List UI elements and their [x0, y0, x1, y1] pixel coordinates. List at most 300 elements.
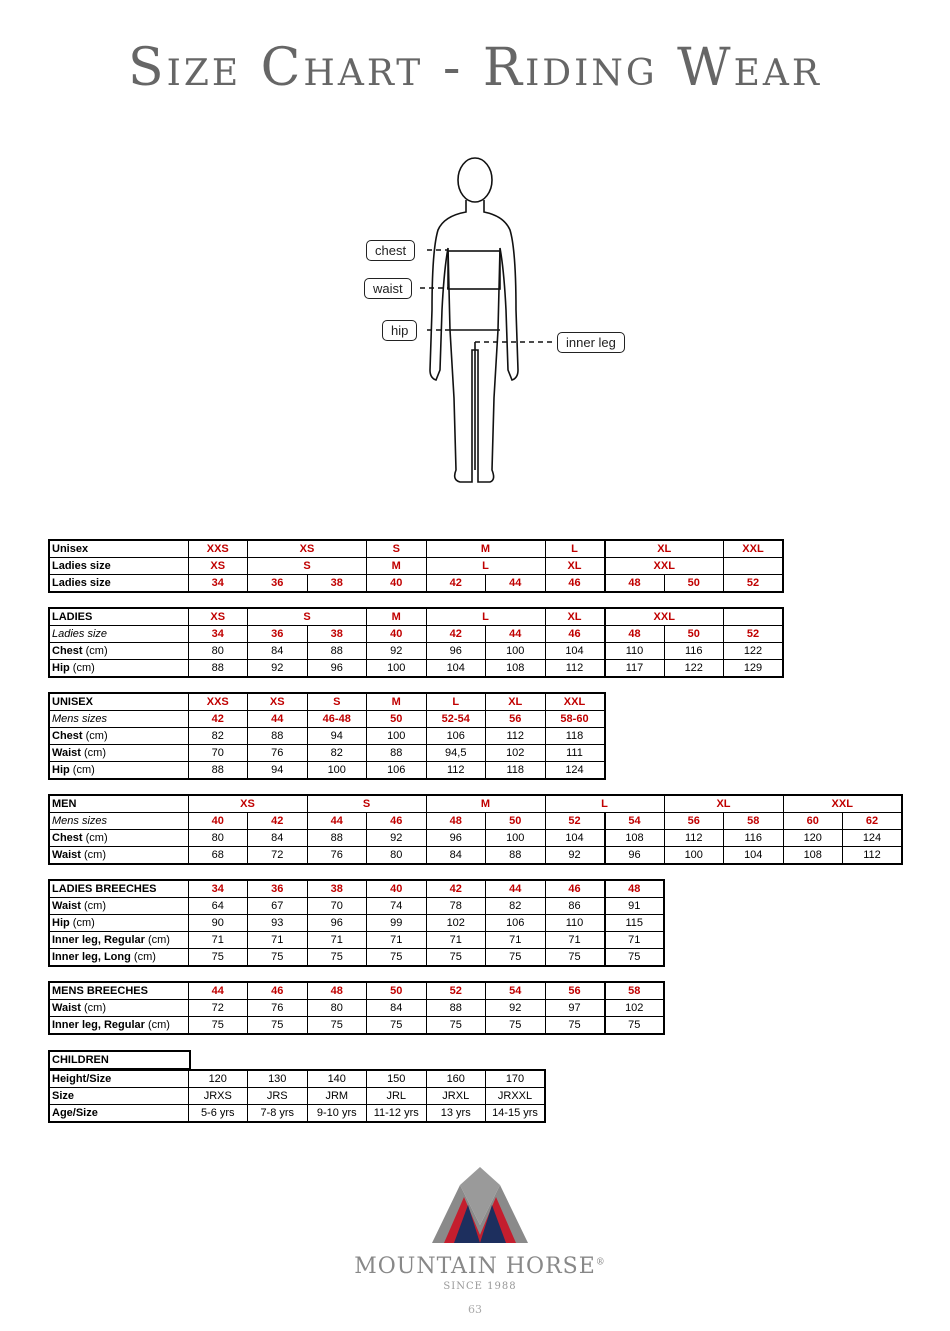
- cell: 104: [724, 847, 784, 865]
- row-label-text: Chest: [52, 644, 83, 657]
- cell: 106: [367, 762, 427, 780]
- cell: 102: [486, 745, 546, 762]
- cell: 11-12 yrs: [367, 1105, 427, 1123]
- row-label-unit: (cm): [82, 644, 108, 657]
- cell: 75: [426, 1017, 486, 1035]
- row-label: Unisex: [49, 540, 188, 558]
- row-label: LADIES BREECHES: [49, 880, 188, 898]
- cell: 90: [188, 915, 248, 932]
- cell: 71: [307, 932, 367, 949]
- row-label-unit: (cm): [69, 916, 95, 929]
- children-header-table: [48, 1050, 191, 1070]
- table-row: [49, 880, 664, 898]
- cell: 120: [188, 1070, 248, 1088]
- table-row: [49, 1105, 545, 1123]
- cell: 82: [486, 898, 546, 915]
- cell: 75: [188, 949, 248, 967]
- row-label: Ladies size: [49, 558, 188, 575]
- table-row: [49, 575, 783, 593]
- cell: 9-10 yrs: [307, 1105, 367, 1123]
- cell: XXS: [188, 540, 248, 558]
- cell: 112: [426, 762, 486, 780]
- mountain-horse-logo: [350, 1165, 610, 1292]
- table-row: [49, 693, 605, 711]
- cell: 129: [724, 660, 784, 678]
- registered-mark: ®: [595, 1257, 606, 1268]
- cell: 5-6 yrs: [188, 1105, 248, 1123]
- row-label: [49, 745, 188, 762]
- cell: XXL: [724, 540, 784, 558]
- cell: 48: [426, 813, 486, 830]
- table-row: [49, 949, 664, 967]
- cell: M: [367, 558, 427, 575]
- table-row: [49, 711, 605, 728]
- cell: 71: [426, 932, 486, 949]
- cell: 40: [367, 575, 427, 593]
- cell: 108: [783, 847, 843, 865]
- row-label-unit: (cm): [69, 763, 95, 776]
- men-size-table: [48, 794, 903, 865]
- cell: 88: [307, 830, 367, 847]
- cell: JRL: [367, 1088, 427, 1105]
- row-label: [49, 1017, 188, 1035]
- cell: XS: [188, 608, 248, 626]
- row-label: MEN: [49, 795, 188, 813]
- page-title: Size Chart - Riding Wear: [127, 38, 823, 98]
- cell: 80: [188, 830, 248, 847]
- row-label-text: Waist: [52, 1001, 81, 1014]
- row-label: Ladies size: [49, 575, 188, 593]
- row-label-unit: (cm): [80, 899, 106, 912]
- cell: 82: [307, 745, 367, 762]
- cell: XXL: [783, 795, 902, 813]
- cell: XL: [605, 540, 724, 558]
- cell: 96: [605, 847, 665, 865]
- row-label-unit: (cm): [130, 950, 156, 963]
- page-number: 63: [468, 1303, 482, 1316]
- cell: L: [545, 540, 605, 558]
- cell: M: [367, 693, 427, 711]
- unisex-ladies-size-table: [48, 539, 784, 593]
- row-label-text: Inner leg, Long: [52, 950, 131, 963]
- mountain-logo-icon: [430, 1165, 530, 1245]
- cell: 42: [426, 626, 486, 643]
- table-row: [49, 1017, 664, 1035]
- cell: 46: [248, 982, 308, 1000]
- cell: L: [426, 608, 545, 626]
- cell: 84: [426, 847, 486, 865]
- cell: 50: [486, 813, 546, 830]
- row-label: [49, 847, 188, 865]
- row-label: CHILDREN: [49, 1051, 190, 1069]
- cell: 74: [367, 898, 427, 915]
- table-row: [49, 643, 783, 660]
- cell: 130: [248, 1070, 308, 1088]
- row-label: [49, 830, 188, 847]
- cell: XXL: [605, 558, 724, 575]
- cell: 100: [486, 643, 546, 660]
- cell: 102: [605, 1000, 665, 1017]
- table-row: [49, 660, 783, 678]
- cell: 44: [486, 880, 546, 898]
- cell: 100: [367, 660, 427, 678]
- cell: 56: [486, 711, 546, 728]
- cell: 42: [188, 711, 248, 728]
- row-label-unit: (cm): [82, 729, 108, 742]
- cell: 50: [367, 982, 427, 1000]
- cell: L: [545, 795, 664, 813]
- cell: S: [307, 693, 367, 711]
- cell: 36: [248, 880, 308, 898]
- cell: 52: [724, 575, 784, 593]
- cell: 99: [367, 915, 427, 932]
- children-size-table: [48, 1069, 546, 1123]
- cell: 104: [426, 660, 486, 678]
- row-label-text: Waist: [52, 746, 81, 759]
- table-row: [49, 932, 664, 949]
- cell: 112: [486, 728, 546, 745]
- cell: 58-60: [545, 711, 605, 728]
- body-measurement-figure: [360, 150, 640, 490]
- table-row: [49, 1051, 190, 1069]
- cell: 75: [426, 949, 486, 967]
- cell: 111: [545, 745, 605, 762]
- cell: 75: [486, 1017, 546, 1035]
- cell: 97: [545, 1000, 605, 1017]
- cell: 78: [426, 898, 486, 915]
- table-row: [49, 762, 605, 780]
- cell: 52: [724, 626, 784, 643]
- cell: 108: [605, 830, 665, 847]
- cell: 96: [307, 915, 367, 932]
- cell: 94: [307, 728, 367, 745]
- row-label: UNISEX: [49, 693, 188, 711]
- cell: 52: [426, 982, 486, 1000]
- cell: JRXL: [426, 1088, 486, 1105]
- cell: 48: [605, 626, 665, 643]
- cell: 100: [307, 762, 367, 780]
- ladies-breeches-table: [48, 879, 665, 967]
- mens-breeches-table: [48, 981, 665, 1035]
- row-label-unit: (cm): [69, 661, 95, 674]
- cell: 106: [426, 728, 486, 745]
- cell: 108: [486, 660, 546, 678]
- row-label-text: Waist: [52, 848, 81, 861]
- cell: 94,5: [426, 745, 486, 762]
- cell: 34: [188, 880, 248, 898]
- cell: 150: [367, 1070, 427, 1088]
- row-label: [49, 949, 188, 967]
- cell: [724, 558, 784, 575]
- cell: [724, 608, 784, 626]
- chest-label: chest: [366, 240, 415, 261]
- cell: 70: [188, 745, 248, 762]
- cell: 88: [248, 728, 308, 745]
- row-label-unit: (cm): [144, 933, 170, 946]
- cell: 46: [545, 575, 605, 593]
- cell: 64: [188, 898, 248, 915]
- cell: 96: [307, 660, 367, 678]
- cell: 50: [367, 711, 427, 728]
- cell: S: [367, 540, 427, 558]
- cell: 92: [367, 643, 427, 660]
- cell: XS: [248, 540, 367, 558]
- table-row: [49, 540, 783, 558]
- cell: 34: [188, 575, 248, 593]
- cell: 71: [545, 932, 605, 949]
- table-row: [49, 915, 664, 932]
- cell: 42: [426, 575, 486, 593]
- cell: XXL: [545, 693, 605, 711]
- cell: 88: [188, 660, 248, 678]
- unisex-mens-size-table: [48, 692, 606, 780]
- cell: 124: [843, 830, 903, 847]
- cell: 75: [248, 1017, 308, 1035]
- cell: 106: [486, 915, 546, 932]
- row-label: [49, 643, 188, 660]
- cell: 40: [367, 880, 427, 898]
- cell: 110: [545, 915, 605, 932]
- hip-label: hip: [382, 320, 417, 341]
- row-label: [49, 762, 188, 780]
- cell: 44: [307, 813, 367, 830]
- table-row: [49, 626, 783, 643]
- cell: 56: [664, 813, 724, 830]
- cell: XS: [248, 693, 308, 711]
- cell: 170: [486, 1070, 546, 1088]
- cell: 70: [307, 898, 367, 915]
- cell: 102: [426, 915, 486, 932]
- brand-name-text: MOUNTAIN HORSE: [354, 1254, 596, 1279]
- cell: 62: [843, 813, 903, 830]
- table-row: [49, 982, 664, 1000]
- cell: 75: [605, 1017, 665, 1035]
- cell: 122: [724, 643, 784, 660]
- cell: 88: [367, 745, 427, 762]
- cell: 71: [188, 932, 248, 949]
- cell: XXS: [188, 693, 248, 711]
- cell: 93: [248, 915, 308, 932]
- cell: 71: [248, 932, 308, 949]
- cell: 71: [367, 932, 427, 949]
- cell: 82: [188, 728, 248, 745]
- row-label-text: Waist: [52, 899, 81, 912]
- cell: 92: [367, 830, 427, 847]
- cell: 104: [545, 830, 605, 847]
- row-label-text: Hip: [52, 916, 70, 929]
- row-label-unit: (cm): [80, 1001, 106, 1014]
- cell: 34: [188, 626, 248, 643]
- cell: 14-15 yrs: [486, 1105, 546, 1123]
- row-label: [49, 660, 188, 678]
- cell: 54: [605, 813, 665, 830]
- cell: 38: [307, 880, 367, 898]
- cell: 88: [307, 643, 367, 660]
- row-label: MENS BREECHES: [49, 982, 188, 1000]
- cell: 13 yrs: [426, 1105, 486, 1123]
- cell: 40: [367, 626, 427, 643]
- row-label-text: Inner leg, Regular: [52, 933, 145, 946]
- row-label: [49, 932, 188, 949]
- cell: 88: [426, 1000, 486, 1017]
- cell: 91: [605, 898, 665, 915]
- cell: 100: [664, 847, 724, 865]
- row-label: [49, 898, 188, 915]
- row-label: Height/Size: [49, 1070, 188, 1088]
- cell: M: [426, 795, 545, 813]
- row-label: [49, 1000, 188, 1017]
- table-row: [49, 1070, 545, 1088]
- cell: 67: [248, 898, 308, 915]
- cell: 38: [307, 575, 367, 593]
- row-label: [49, 728, 188, 745]
- row-label-text: Chest: [52, 831, 83, 844]
- cell: 112: [545, 660, 605, 678]
- cell: JRM: [307, 1088, 367, 1105]
- ladies-size-table: [48, 607, 784, 678]
- table-row: [49, 1088, 545, 1105]
- cell: 76: [307, 847, 367, 865]
- cell: 80: [307, 1000, 367, 1017]
- cell: 36: [248, 575, 308, 593]
- cell: 88: [486, 847, 546, 865]
- cell: 72: [188, 1000, 248, 1017]
- cell: 80: [367, 847, 427, 865]
- row-label: LADIES: [49, 608, 188, 626]
- cell: 71: [486, 932, 546, 949]
- brand-since: SINCE 1988: [443, 1281, 517, 1292]
- row-label-unit: (cm): [80, 848, 106, 861]
- cell: 48: [605, 575, 665, 593]
- cell: 7-8 yrs: [248, 1105, 308, 1123]
- cell: 72: [248, 847, 308, 865]
- cell: 44: [486, 575, 546, 593]
- cell: 112: [664, 830, 724, 847]
- cell: 80: [188, 643, 248, 660]
- cell: M: [367, 608, 427, 626]
- cell: 104: [545, 643, 605, 660]
- cell: 96: [426, 830, 486, 847]
- cell: JRXS: [188, 1088, 248, 1105]
- cell: 96: [426, 643, 486, 660]
- cell: 50: [664, 575, 724, 593]
- cell: 118: [545, 728, 605, 745]
- cell: S: [248, 608, 367, 626]
- cell: 110: [605, 643, 665, 660]
- row-label: Ladies size: [49, 626, 188, 643]
- cell: XL: [486, 693, 546, 711]
- cell: 42: [248, 813, 308, 830]
- table-row: [49, 1000, 664, 1017]
- cell: 71: [605, 932, 665, 949]
- table-row: [49, 898, 664, 915]
- cell: 75: [486, 949, 546, 967]
- inner-leg-label: inner leg: [557, 332, 625, 353]
- row-label-text: Hip: [52, 763, 70, 776]
- cell: 58: [605, 982, 665, 1000]
- cell: 46-48: [307, 711, 367, 728]
- cell: 42: [426, 880, 486, 898]
- cell: 94: [248, 762, 308, 780]
- cell: 75: [248, 949, 308, 967]
- cell: XL: [545, 558, 605, 575]
- cell: 56: [545, 982, 605, 1000]
- cell: 52-54: [426, 711, 486, 728]
- cell: L: [426, 558, 545, 575]
- table-row: [49, 745, 605, 762]
- cell: 84: [367, 1000, 427, 1017]
- cell: JRS: [248, 1088, 308, 1105]
- cell: 46: [545, 880, 605, 898]
- row-label: Age/Size: [49, 1105, 188, 1123]
- cell: XS: [188, 795, 307, 813]
- cell: 76: [248, 1000, 308, 1017]
- table-row: [49, 795, 902, 813]
- cell: 117: [605, 660, 665, 678]
- cell: 48: [307, 982, 367, 1000]
- cell: 118: [486, 762, 546, 780]
- cell: 75: [307, 949, 367, 967]
- row-label-unit: (cm): [144, 1018, 170, 1031]
- row-label-unit: (cm): [80, 746, 106, 759]
- waist-label: waist: [364, 278, 412, 299]
- cell: 84: [248, 830, 308, 847]
- cell: 58: [724, 813, 784, 830]
- cell: 40: [188, 813, 248, 830]
- cell: 115: [605, 915, 665, 932]
- cell: 38: [307, 626, 367, 643]
- row-label-unit: (cm): [82, 831, 108, 844]
- cell: 44: [486, 626, 546, 643]
- cell: 44: [188, 982, 248, 1000]
- cell: S: [248, 558, 367, 575]
- cell: 60: [783, 813, 843, 830]
- cell: 52: [545, 813, 605, 830]
- cell: 100: [367, 728, 427, 745]
- cell: 120: [783, 830, 843, 847]
- cell: 100: [486, 830, 546, 847]
- cell: 124: [545, 762, 605, 780]
- cell: 75: [367, 1017, 427, 1035]
- cell: 76: [248, 745, 308, 762]
- table-row: [49, 830, 902, 847]
- cell: XXL: [605, 608, 724, 626]
- cell: 54: [486, 982, 546, 1000]
- brand-name: [350, 1254, 610, 1279]
- cell: 75: [307, 1017, 367, 1035]
- cell: 44: [248, 711, 308, 728]
- cell: 75: [545, 949, 605, 967]
- cell: M: [426, 540, 545, 558]
- cell: L: [426, 693, 486, 711]
- cell: 116: [724, 830, 784, 847]
- table-row: [49, 813, 902, 830]
- row-label-text: Chest: [52, 729, 83, 742]
- cell: XS: [188, 558, 248, 575]
- cell: S: [307, 795, 426, 813]
- cell: 112: [843, 847, 903, 865]
- cell: 88: [188, 762, 248, 780]
- cell: 36: [248, 626, 308, 643]
- row-label: Size: [49, 1088, 188, 1105]
- cell: XL: [664, 795, 783, 813]
- cell: 48: [605, 880, 665, 898]
- cell: 92: [486, 1000, 546, 1017]
- table-row: [49, 608, 783, 626]
- table-row: [49, 728, 605, 745]
- cell: 75: [545, 1017, 605, 1035]
- cell: 68: [188, 847, 248, 865]
